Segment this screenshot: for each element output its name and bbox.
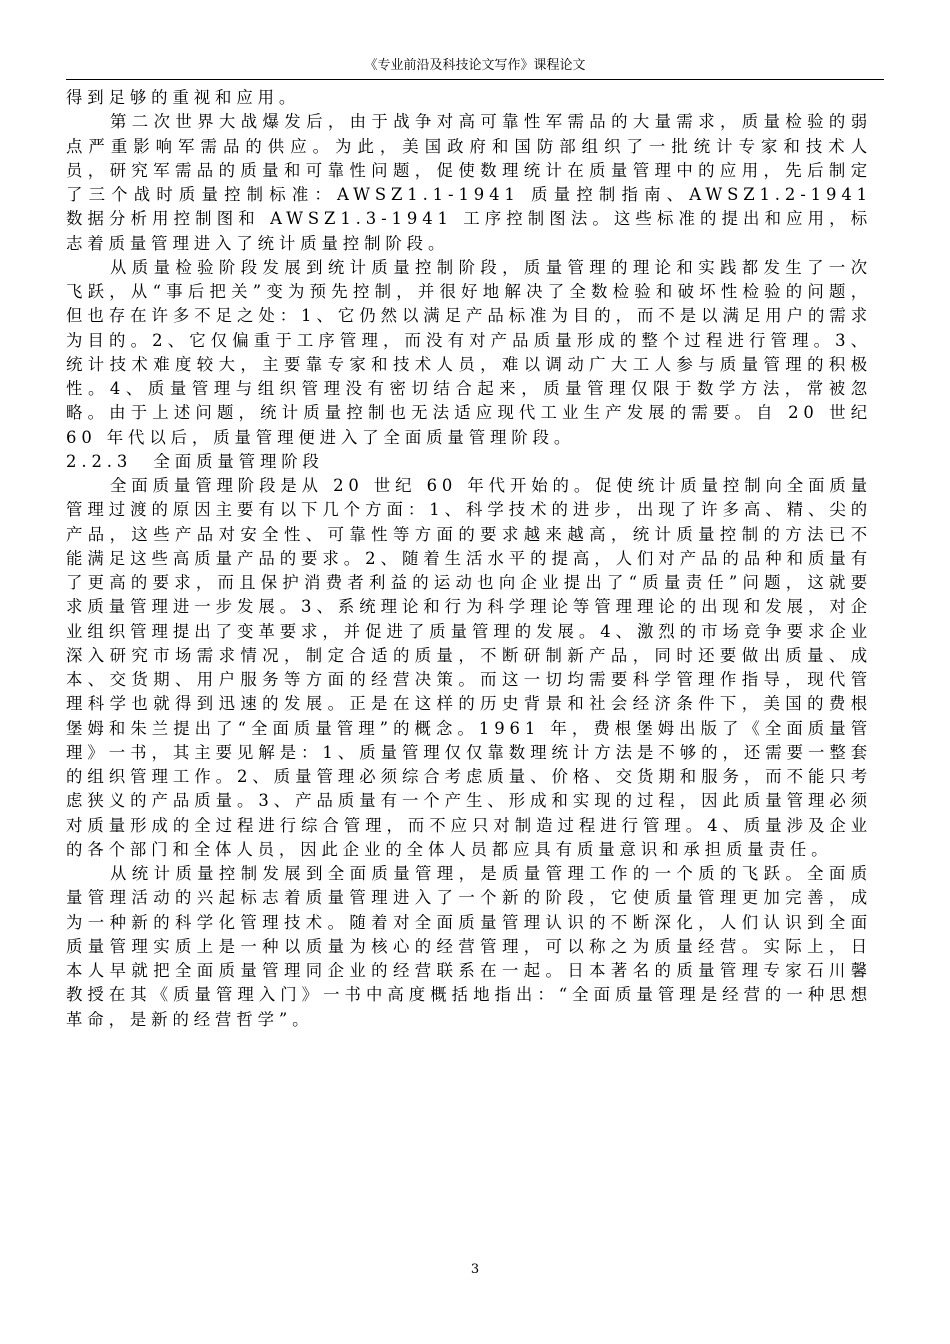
header-divider — [66, 79, 884, 80]
body-text — [66, 86, 872, 1032]
paragraph-spc-limitations: 从质量检验阶段发展到统计质量控制阶段，质量管理的理论和实践都发生了一次飞跃，从“事后把关”变为预先控制，并很好地解决了全数检验和破坏性检验的问题，但也存在许多不足之处：1、它仍然以满足产品标准为目的，而不是以满足用户的需求为目的。2、它仅偏重于工序管理，而没有对产品质量形成的整个过程进行管理。3、统计技术难度较大，主要靠专家和技术人员，难以调动广大工人参与质量管理的积极性。4、质量管理与组织管理没有密切结合起来，质量管理仅限于数学方法，常被忽略。由于上述问题，统计质量控制也无法适应现代工业生产发展的需要。自 20 世纪 60 年代以后，质量管理便进入了全面质量管理阶段。 — [66, 257, 872, 447]
page-number: 3 — [470, 1262, 480, 1277]
page-header: 《专业前沿及科技论文写作》课程论文 — [364, 58, 586, 73]
paragraph-continuation: 得到足够的重视和应用。 — [66, 88, 301, 107]
paragraph-quality-leap: 从统计质量控制发展到全面质量管理，是质量管理工作的一个质的飞跃。全面质量管理活动的兴起标志着质量管理进入了一个新的阶段，它使质量管理更加完善，成为一种新的科学化管理技术。随着对全面质量管理认识的不断深化，人们认识到全面质量管理实质上是一种以质量为核心的经营管理，可以称之为质量经营。实际上，日本人早就把全面质量管理同企业的经营联系在一起。日本著名的质量管理专家石川馨教授在其《质量管理入门》一书中高度概括地指出：“全面质量管理是经营的一种思想革命，是新的经营哲学”。 — [66, 864, 872, 1029]
paragraph-wwii-statistics: 第二次世界大战爆发后，由于战争对高可靠性军需品的大量需求，质量检验的弱点严重影响军需品的供应。为此，美国政府和国防部组织了一批统计专家和技术人员，研究军需品的质量和可靠性问题，促使数理统计在质量管理中的应用，先后制定了三个战时质量控制标准：AWSZ1.1-1941 质量控制指南、AWSZ1.2-1941 数据分析用控制图和 AWSZ1.3-1941 工序控制图法。这些标准的提出和应用，标志着质量管理进入了统计质量控制阶段。 — [66, 112, 872, 253]
section-heading-2-2-3: 2.2.3 全面质量管理阶段 — [66, 451, 324, 471]
paragraph-tqm-stage: 全面质量管理阶段是从 20 世纪 60 年代开始的。促使统计质量控制向全面质量管理过渡的原因主要有以下几个方面：1、科学技术的进步，出现了许多高、精、尖的产品，这些产品对安全性、可靠性等方面的要求越来越高，统计质量控制的方法已不能满足这些高质量产品的要求。2、随着生活水平的提高，人们对产品的品种和质量有了更高的要求，而且保护消费者利益的运动也向企业提出了“质量责任”问题，这就要求质量管理进一步发展。3、系统理论和行为科学理论等管理理论的出现和发展，对企业组织管理提出了变革要求，并促进了质量管理的发展。4、激烈的市场竞争要求企业深入研究市场需求情况，制定合适的质量，不断研制新产品，同时还要做出质量、成本、交货期、用户服务等方面的经营决策。而这一切均需要科学管理作指导，现代管理科学也就得到迅速的发展。正是在这样的历史背景和社会经济条件下，美国的费根堡姆和朱兰提出了“全面质量管理”的概念。1961 年，费根堡姆出版了《全面质量管理》一书，其主要见解是：1、质量管理仅仅靠数理统计方法是不够的，还需要一整套的组织管理工作。2、质量管理必须综合考虑质量、价格、交货期和服务，而不能只考虑狭义的产品质量。3、产品质量有一个产生、形成和实现的过程，因此质量管理必须对质量形成的全过程进行综合管理，而不应只对制造过程进行管理。4、质量涉及企业的各个部门和全体人员，因此企业的全体人员都应具有质量意识和承担质量责任。 — [66, 476, 872, 859]
